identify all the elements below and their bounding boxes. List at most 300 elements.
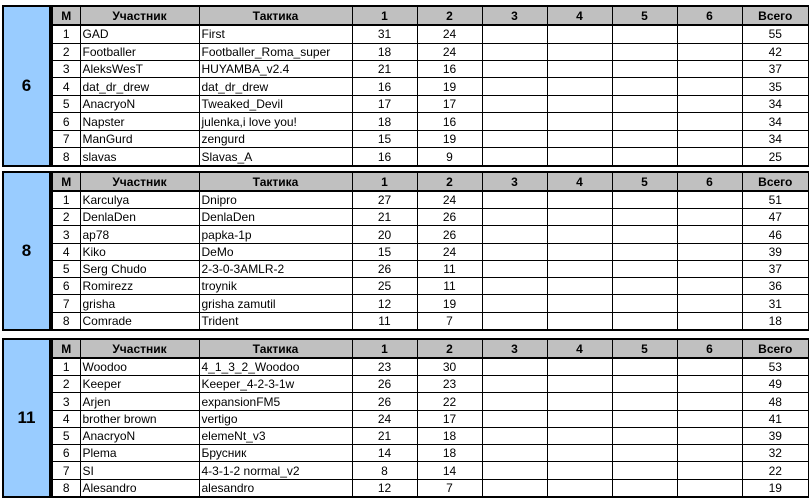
column-header: 4 xyxy=(547,339,612,358)
round-1-cell: 16 xyxy=(352,78,417,95)
round-6-cell xyxy=(677,209,742,226)
column-header: 3 xyxy=(482,6,547,25)
total-cell: 41 xyxy=(742,410,809,427)
column-header: Тактика xyxy=(199,339,352,358)
round-5-cell xyxy=(612,445,677,462)
round-4-cell xyxy=(547,25,612,43)
round-2-cell: 18 xyxy=(417,445,482,462)
player-cell: AnacryoN xyxy=(80,427,199,444)
round-3-cell xyxy=(482,393,547,410)
round-5-cell xyxy=(612,376,677,393)
table-row xyxy=(52,191,809,209)
table-row xyxy=(52,445,809,462)
table-row xyxy=(52,295,809,312)
round-6-cell xyxy=(677,312,742,330)
place-cell: 5 xyxy=(52,427,80,444)
column-header: Участник xyxy=(80,339,199,358)
column-header: 1 xyxy=(352,6,417,25)
total-cell: 46 xyxy=(742,226,809,243)
round-6-cell xyxy=(677,130,742,147)
group-label: 8 xyxy=(2,171,51,331)
player-cell: brother brown xyxy=(80,410,199,427)
player-cell: Serg Chudo xyxy=(80,260,199,277)
total-cell: 36 xyxy=(742,278,809,295)
player-cell: Woodoo xyxy=(80,358,199,376)
round-1-cell: 31 xyxy=(352,25,417,43)
round-2-cell: 7 xyxy=(417,479,482,497)
table-row xyxy=(52,148,809,166)
table-row xyxy=(52,113,809,130)
table-row xyxy=(52,95,809,112)
table-row xyxy=(52,312,809,330)
round-1-cell: 26 xyxy=(352,376,417,393)
table-row xyxy=(52,226,809,243)
round-2-cell: 9 xyxy=(417,148,482,166)
tactic-cell: Dnipro xyxy=(199,191,352,209)
column-header: 6 xyxy=(677,172,742,191)
round-3-cell xyxy=(482,60,547,77)
round-6-cell xyxy=(677,226,742,243)
round-3-cell xyxy=(482,479,547,497)
tactic-cell: DeMo xyxy=(199,243,352,260)
player-cell: Arjen xyxy=(80,393,199,410)
total-cell: 48 xyxy=(742,393,809,410)
total-cell: 25 xyxy=(742,148,809,166)
round-6-cell xyxy=(677,113,742,130)
round-3-cell xyxy=(482,427,547,444)
round-4-cell xyxy=(547,209,612,226)
round-1-cell: 15 xyxy=(352,130,417,147)
table-row xyxy=(52,376,809,393)
round-2-cell: 18 xyxy=(417,427,482,444)
table-row xyxy=(52,358,809,376)
table-row xyxy=(52,393,809,410)
round-1-cell: 14 xyxy=(352,445,417,462)
column-header: 6 xyxy=(677,6,742,25)
player-cell: SI xyxy=(80,462,199,479)
round-5-cell xyxy=(612,191,677,209)
round-2-cell: 24 xyxy=(417,43,482,60)
round-3-cell xyxy=(482,295,547,312)
round-6-cell xyxy=(677,410,742,427)
place-cell: 7 xyxy=(52,462,80,479)
round-4-cell xyxy=(547,95,612,112)
round-6-cell xyxy=(677,295,742,312)
total-cell: 39 xyxy=(742,243,809,260)
total-cell: 35 xyxy=(742,78,809,95)
tactic-cell: 2-3-0-3AMLR-2 xyxy=(199,260,352,277)
round-2-cell: 30 xyxy=(417,358,482,376)
round-6-cell xyxy=(677,260,742,277)
total-cell: 53 xyxy=(742,358,809,376)
round-4-cell xyxy=(547,226,612,243)
total-cell: 19 xyxy=(742,479,809,497)
player-cell: Karculya xyxy=(80,191,199,209)
tactic-cell: Tweaked_Devil xyxy=(199,95,352,112)
player-cell: Footballer xyxy=(80,43,199,60)
player-cell: Keeper xyxy=(80,376,199,393)
column-header: М xyxy=(52,6,80,25)
column-header: 4 xyxy=(547,6,612,25)
round-4-cell xyxy=(547,43,612,60)
column-header: 6 xyxy=(677,339,742,358)
round-5-cell xyxy=(612,243,677,260)
table-row xyxy=(52,479,809,497)
column-header: 5 xyxy=(612,339,677,358)
round-1-cell: 17 xyxy=(352,95,417,112)
round-1-cell: 18 xyxy=(352,43,417,60)
column-header: Участник xyxy=(80,172,199,191)
player-cell: grisha xyxy=(80,295,199,312)
round-2-cell: 7 xyxy=(417,312,482,330)
round-5-cell xyxy=(612,95,677,112)
total-cell: 32 xyxy=(742,445,809,462)
table-row xyxy=(52,243,809,260)
table-row xyxy=(52,462,809,479)
player-cell: GAD xyxy=(80,25,199,43)
round-5-cell xyxy=(612,260,677,277)
round-1-cell: 27 xyxy=(352,191,417,209)
round-3-cell xyxy=(482,113,547,130)
column-header: 2 xyxy=(417,6,482,25)
standings-table xyxy=(51,171,809,331)
round-1-cell: 23 xyxy=(352,358,417,376)
place-cell: 3 xyxy=(52,393,80,410)
player-cell: DenlaDen xyxy=(80,209,199,226)
tactic-cell: grisha zamutil xyxy=(199,295,352,312)
total-cell: 37 xyxy=(742,60,809,77)
total-cell: 22 xyxy=(742,462,809,479)
round-5-cell xyxy=(612,410,677,427)
total-cell: 31 xyxy=(742,295,809,312)
table-row xyxy=(52,60,809,77)
round-5-cell xyxy=(612,427,677,444)
table-row xyxy=(52,130,809,147)
place-cell: 1 xyxy=(52,25,80,43)
column-header: 1 xyxy=(352,339,417,358)
round-4-cell xyxy=(547,410,612,427)
round-4-cell xyxy=(547,243,612,260)
place-cell: 3 xyxy=(52,60,80,77)
round-3-cell xyxy=(482,376,547,393)
column-header: Всего xyxy=(742,339,809,358)
round-2-cell: 24 xyxy=(417,25,482,43)
standings-table xyxy=(51,5,809,167)
round-6-cell xyxy=(677,148,742,166)
table-row xyxy=(52,427,809,444)
column-header: Тактика xyxy=(199,172,352,191)
round-1-cell: 21 xyxy=(352,209,417,226)
column-header: 5 xyxy=(612,6,677,25)
round-1-cell: 12 xyxy=(352,479,417,497)
round-5-cell xyxy=(612,393,677,410)
total-cell: 34 xyxy=(742,95,809,112)
round-2-cell: 26 xyxy=(417,226,482,243)
total-cell: 49 xyxy=(742,376,809,393)
column-header: 4 xyxy=(547,172,612,191)
round-4-cell xyxy=(547,427,612,444)
round-2-cell: 11 xyxy=(417,260,482,277)
round-4-cell xyxy=(547,191,612,209)
round-1-cell: 26 xyxy=(352,260,417,277)
round-4-cell xyxy=(547,295,612,312)
place-cell: 1 xyxy=(52,191,80,209)
group-label: 11 xyxy=(2,338,51,498)
place-cell: 5 xyxy=(52,260,80,277)
total-cell: 39 xyxy=(742,427,809,444)
round-6-cell xyxy=(677,25,742,43)
round-2-cell: 17 xyxy=(417,95,482,112)
round-4-cell xyxy=(547,445,612,462)
round-4-cell xyxy=(547,358,612,376)
round-4-cell xyxy=(547,462,612,479)
round-2-cell: 16 xyxy=(417,60,482,77)
round-4-cell xyxy=(547,278,612,295)
place-cell: 2 xyxy=(52,376,80,393)
group-block xyxy=(2,5,805,167)
round-5-cell xyxy=(612,462,677,479)
round-3-cell xyxy=(482,148,547,166)
player-cell: Comrade xyxy=(80,312,199,330)
round-5-cell xyxy=(612,43,677,60)
round-4-cell xyxy=(547,113,612,130)
tactic-cell: expansionFM5 xyxy=(199,393,352,410)
header-row xyxy=(52,6,809,25)
round-5-cell xyxy=(612,25,677,43)
place-cell: 4 xyxy=(52,410,80,427)
player-cell: ManGurd xyxy=(80,130,199,147)
place-cell: 7 xyxy=(52,295,80,312)
player-cell: Romirezz xyxy=(80,278,199,295)
total-cell: 18 xyxy=(742,312,809,330)
total-cell: 34 xyxy=(742,113,809,130)
round-5-cell xyxy=(612,358,677,376)
tactic-cell: HUYAMBA_v2.4 xyxy=(199,60,352,77)
round-4-cell xyxy=(547,393,612,410)
round-6-cell xyxy=(677,95,742,112)
round-1-cell: 21 xyxy=(352,60,417,77)
column-header: 1 xyxy=(352,172,417,191)
round-6-cell xyxy=(677,78,742,95)
place-cell: 5 xyxy=(52,95,80,112)
round-1-cell: 18 xyxy=(352,113,417,130)
round-1-cell: 24 xyxy=(352,410,417,427)
round-1-cell: 20 xyxy=(352,226,417,243)
place-cell: 6 xyxy=(52,445,80,462)
round-1-cell: 16 xyxy=(352,148,417,166)
round-3-cell xyxy=(482,260,547,277)
round-6-cell xyxy=(677,43,742,60)
total-cell: 51 xyxy=(742,191,809,209)
round-3-cell xyxy=(482,358,547,376)
round-1-cell: 25 xyxy=(352,278,417,295)
round-3-cell xyxy=(482,209,547,226)
place-cell: 8 xyxy=(52,479,80,497)
round-5-cell xyxy=(612,209,677,226)
place-cell: 8 xyxy=(52,312,80,330)
table-row xyxy=(52,410,809,427)
place-cell: 8 xyxy=(52,148,80,166)
table-row xyxy=(52,25,809,43)
tactic-cell: julenka,i love you! xyxy=(199,113,352,130)
column-header: Всего xyxy=(742,6,809,25)
round-4-cell xyxy=(547,60,612,77)
round-6-cell xyxy=(677,191,742,209)
round-4-cell xyxy=(547,148,612,166)
column-header: 2 xyxy=(417,172,482,191)
total-cell: 34 xyxy=(742,130,809,147)
place-cell: 3 xyxy=(52,226,80,243)
player-cell: AleksWesT xyxy=(80,60,199,77)
round-3-cell xyxy=(482,278,547,295)
tactic-cell: 4_1_3_2_Woodoo xyxy=(199,358,352,376)
place-cell: 6 xyxy=(52,278,80,295)
total-cell: 37 xyxy=(742,260,809,277)
place-cell: 7 xyxy=(52,130,80,147)
tactic-cell: Trident xyxy=(199,312,352,330)
total-cell: 55 xyxy=(742,25,809,43)
round-6-cell xyxy=(677,60,742,77)
round-5-cell xyxy=(612,226,677,243)
round-6-cell xyxy=(677,358,742,376)
player-cell: Plema xyxy=(80,445,199,462)
round-3-cell xyxy=(482,95,547,112)
tactic-cell: Slavas_A xyxy=(199,148,352,166)
round-2-cell: 23 xyxy=(417,376,482,393)
group-label: 6 xyxy=(2,5,51,167)
table-row xyxy=(52,260,809,277)
player-cell: dat_dr_drew xyxy=(80,78,199,95)
round-2-cell: 11 xyxy=(417,278,482,295)
round-1-cell: 15 xyxy=(352,243,417,260)
tactic-cell: troynik xyxy=(199,278,352,295)
header-row xyxy=(52,172,809,191)
header-row xyxy=(52,339,809,358)
round-3-cell xyxy=(482,25,547,43)
round-3-cell xyxy=(482,445,547,462)
round-2-cell: 14 xyxy=(417,462,482,479)
table-row xyxy=(52,43,809,60)
round-3-cell xyxy=(482,312,547,330)
player-cell: Kiko xyxy=(80,243,199,260)
tactic-cell: dat_dr_drew xyxy=(199,78,352,95)
round-4-cell xyxy=(547,479,612,497)
round-3-cell xyxy=(482,243,547,260)
column-header: Тактика xyxy=(199,6,352,25)
round-1-cell: 8 xyxy=(352,462,417,479)
column-header: 5 xyxy=(612,172,677,191)
round-2-cell: 16 xyxy=(417,113,482,130)
column-header: 2 xyxy=(417,339,482,358)
round-6-cell xyxy=(677,479,742,497)
player-cell: Alesandro xyxy=(80,479,199,497)
round-1-cell: 12 xyxy=(352,295,417,312)
tactic-cell: First xyxy=(199,25,352,43)
round-6-cell xyxy=(677,462,742,479)
group-block xyxy=(2,338,805,498)
tactic-cell: vertigo xyxy=(199,410,352,427)
round-5-cell xyxy=(612,130,677,147)
round-2-cell: 22 xyxy=(417,393,482,410)
round-3-cell xyxy=(482,226,547,243)
place-cell: 6 xyxy=(52,113,80,130)
round-5-cell xyxy=(612,78,677,95)
group-block xyxy=(2,171,805,331)
table-row xyxy=(52,278,809,295)
tactic-cell: 4-3-1-2 normal_v2 xyxy=(199,462,352,479)
round-6-cell xyxy=(677,427,742,444)
round-2-cell: 17 xyxy=(417,410,482,427)
place-cell: 4 xyxy=(52,78,80,95)
table-row xyxy=(52,78,809,95)
round-3-cell xyxy=(482,191,547,209)
round-5-cell xyxy=(612,148,677,166)
tactic-cell: DenlaDen xyxy=(199,209,352,226)
round-6-cell xyxy=(677,278,742,295)
round-6-cell xyxy=(677,376,742,393)
column-header: 3 xyxy=(482,172,547,191)
round-4-cell xyxy=(547,260,612,277)
round-2-cell: 19 xyxy=(417,78,482,95)
column-header: Участник xyxy=(80,6,199,25)
round-3-cell xyxy=(482,78,547,95)
standings-table xyxy=(51,338,809,498)
round-2-cell: 24 xyxy=(417,243,482,260)
tactic-cell: papka-1p xyxy=(199,226,352,243)
player-cell: AnacryoN xyxy=(80,95,199,112)
tactic-cell: elemeNt_v3 xyxy=(199,427,352,444)
round-6-cell xyxy=(677,393,742,410)
round-5-cell xyxy=(612,312,677,330)
place-cell: 4 xyxy=(52,243,80,260)
tactic-cell: Брусник xyxy=(199,445,352,462)
column-header: Всего xyxy=(742,172,809,191)
round-3-cell xyxy=(482,130,547,147)
round-3-cell xyxy=(482,43,547,60)
column-header: 3 xyxy=(482,339,547,358)
place-cell: 2 xyxy=(52,209,80,226)
round-1-cell: 11 xyxy=(352,312,417,330)
round-2-cell: 19 xyxy=(417,295,482,312)
round-6-cell xyxy=(677,445,742,462)
place-cell: 1 xyxy=(52,358,80,376)
place-cell: 2 xyxy=(52,43,80,60)
round-4-cell xyxy=(547,130,612,147)
round-1-cell: 21 xyxy=(352,427,417,444)
round-4-cell xyxy=(547,78,612,95)
round-4-cell xyxy=(547,312,612,330)
tactic-cell: Footballer_Roma_super xyxy=(199,43,352,60)
total-cell: 42 xyxy=(742,43,809,60)
round-3-cell xyxy=(482,410,547,427)
table-row xyxy=(52,209,809,226)
column-header: М xyxy=(52,172,80,191)
player-cell: ap78 xyxy=(80,226,199,243)
tactic-cell: Keeper_4-2-3-1w xyxy=(199,376,352,393)
player-cell: Napster xyxy=(80,113,199,130)
round-3-cell xyxy=(482,462,547,479)
round-2-cell: 24 xyxy=(417,191,482,209)
round-5-cell xyxy=(612,479,677,497)
round-5-cell xyxy=(612,113,677,130)
column-header: М xyxy=(52,339,80,358)
player-cell: slavas xyxy=(80,148,199,166)
tactic-cell: zengurd xyxy=(199,130,352,147)
round-2-cell: 26 xyxy=(417,209,482,226)
round-2-cell: 19 xyxy=(417,130,482,147)
round-1-cell: 26 xyxy=(352,393,417,410)
total-cell: 47 xyxy=(742,209,809,226)
